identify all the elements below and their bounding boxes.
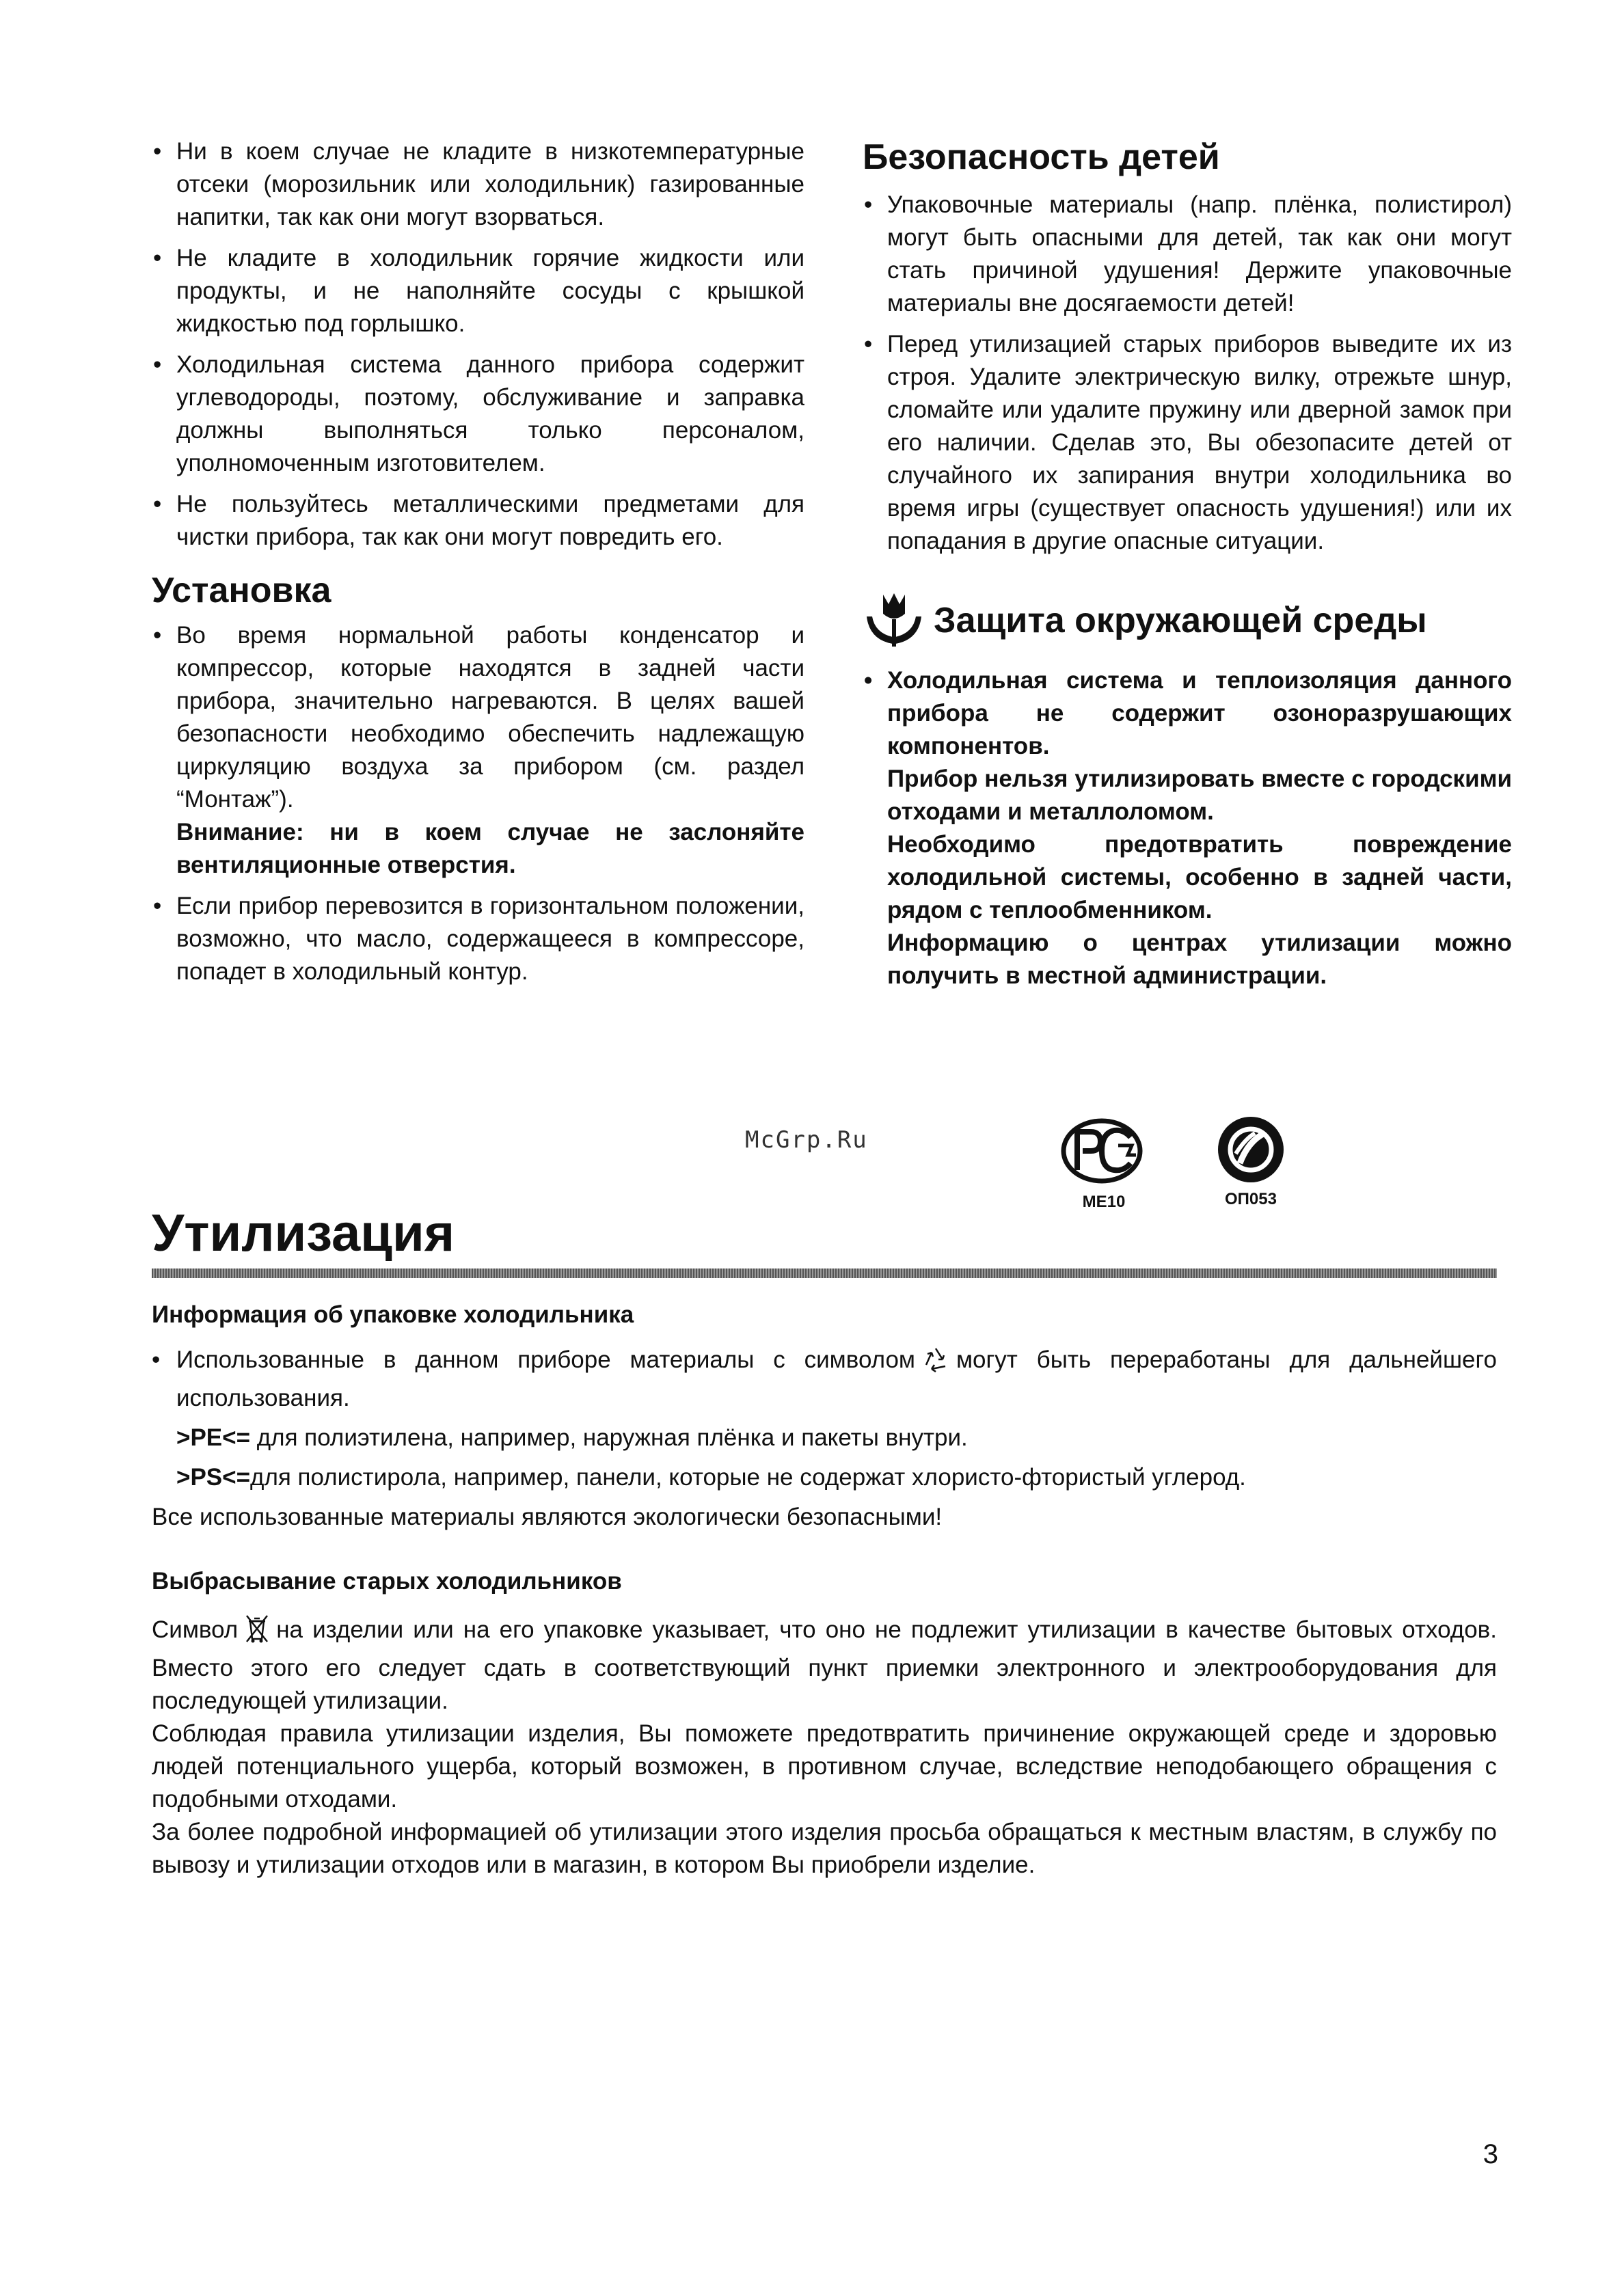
pe-line <box>152 1422 1497 1454</box>
old-appliances-text: на изделии или на его упаковке указывает, что оно не подлежит утилизации в качестве бытовых отходов. Вместо этого его следует сдать в соответствующий пункт приемки электронного и электрооборудования для последующей утилизации. <box>152 1616 1497 1714</box>
old-appliances-heading: Выбрасывание старых холодильников <box>152 1568 622 1595</box>
child-safety-list <box>863 189 1512 558</box>
section-divider <box>152 1268 1497 1278</box>
left-column <box>152 135 804 996</box>
list-item: • Перед утилизацией старых приборов выведите их из строя. Удалите электрическую вилку, отрежьте шнур, сломайте или удалите пружину или дверной замок при его наличии. Сделав это, Вы обезопасите детей от случайного их запирания внутри холодильника во время игры (существует опасность удушения!) или их попадания в другие опасные ситуации. <box>863 328 1512 558</box>
pct-mark-icon <box>1059 1114 1148 1188</box>
installation-heading: Установка <box>152 571 331 610</box>
pe-text: для полиэтилена, например, наружная плёнка и пакеты внутри. <box>250 1424 968 1451</box>
packaging-text-after: могут быть переработаны для дальнейшего использования. <box>176 1346 1497 1411</box>
list-item: • Упаковочные материалы (напр. плёнка, полистирол) могут быть опасными для детей, так как они могут стать причиной удушения! Держите упаковочные материалы вне досягаемости детей! <box>863 189 1512 320</box>
ps-text: для полистирола, например, панели, которые не содержат хлористо-фтористый углерод. <box>250 1464 1246 1491</box>
list-item: • Холодильная система данного прибора содержит углеводороды, поэтому, обслуживание и заправка должны выполняться только персоналом, уполномоченным изготовителем. <box>152 349 804 480</box>
environment-line: Информацию о центрах утилизации можно получить в местной администрации. <box>887 930 1512 989</box>
environment-header <box>863 589 1512 652</box>
list-item: • Ни в коем случае не кладите в низкотемпературные отсеки (морозильник или холодильник) газированные напитки, так как они могут взорваться. <box>152 135 804 234</box>
list-item: • Не пользуйтесь металлическими предметами для чистки прибора, так как они могут повредить его. <box>152 488 804 554</box>
installation-list <box>152 619 804 988</box>
symbol-word: Символ <box>152 1616 239 1643</box>
packaging-heading: Информация об упаковке холодильника <box>152 1301 634 1328</box>
environment-line: • Холодильная система и теплоизоляция данного прибора не содержит озоноразрушающих компонентов. <box>887 667 1512 759</box>
list-item <box>863 664 1512 992</box>
warnings-list <box>152 135 804 554</box>
recycle-icon <box>922 1346 949 1382</box>
environment-list <box>863 664 1512 992</box>
rst-certification-mark <box>1059 1114 1148 1212</box>
packaging-text: Использованные в данном приборе материалы с символом <box>176 1346 915 1373</box>
op-certification-mark <box>1210 1114 1292 1209</box>
tulip-leaf-icon <box>863 589 925 652</box>
right-column <box>863 135 1512 1001</box>
page-number: 3 <box>1483 2139 1498 2169</box>
packaging-paragraph <box>152 1344 1497 1415</box>
pe-code: >PE<= <box>176 1424 251 1451</box>
crossed-bin-icon <box>245 1613 269 1652</box>
disposal-body <box>152 1299 1497 1882</box>
op-mark-icon <box>1210 1114 1292 1185</box>
prevent-harm-paragraph: Соблюдая правила утилизации изделия, Вы поможете предотвратить причинение окружающей среде и здоровью людей потенциального ущерба, который возможен, в противном случае, вследствие неподобающего обращения с подобными отходами. <box>152 1720 1497 1813</box>
ps-line <box>152 1461 1497 1494</box>
watermark: McGrp.Ru <box>745 1126 868 1154</box>
list-item <box>152 619 804 882</box>
disposal-title: Утилизация <box>152 1204 455 1262</box>
installation-text: • Во время нормальной работы конденсатор и компрессор, которые находятся в задней части прибора, значительно нагреваются. В целях вашей безопасности необходимо обеспечить надлежащую циркуляцию воздуха за прибором (см. раздел “Монтаж”). <box>176 622 804 813</box>
list-item: • Не кладите в холодильник горячие жидкости или продукты, и не наполняйте сосуды с крышкой жидкостью под горлышко. <box>152 242 804 340</box>
old-appliances-paragraph <box>152 1613 1497 1718</box>
ventilation-warning: Внимание: ни в коем случае не заслоняйте вентиляционные отверстия. <box>176 819 804 878</box>
environment-heading: Защита окружающей среды <box>934 601 1427 640</box>
ps-code: >PS<= <box>176 1464 251 1491</box>
safe-materials-text: Все использованные материалы являются экологически безопасными! <box>152 1504 943 1530</box>
op-code: ОП053 <box>1225 1190 1277 1208</box>
rst-code: МЕ10 <box>1082 1193 1126 1211</box>
environment-line: Необходимо предотвратить повреждение холодильной системы, особенно в задней части, рядом с теплообменником. <box>887 831 1512 923</box>
list-item: • Если прибор перевозится в горизонтальном положении, возможно, что масло, содержащееся в компрессоре, попадет в холодильный контур. <box>152 890 804 988</box>
more-info-paragraph: За более подробной информацией об утилизации этого изделия просьба обращаться к местным властям, в службу по вывозу и утилизации отходов или в магазин, в котором Вы приобрели изделие. <box>152 1819 1497 1878</box>
child-safety-heading: Безопасность детей <box>863 137 1220 177</box>
environment-line: Прибор нельзя утилизировать вместе с городскими отходами и металлоломом. <box>887 765 1512 825</box>
